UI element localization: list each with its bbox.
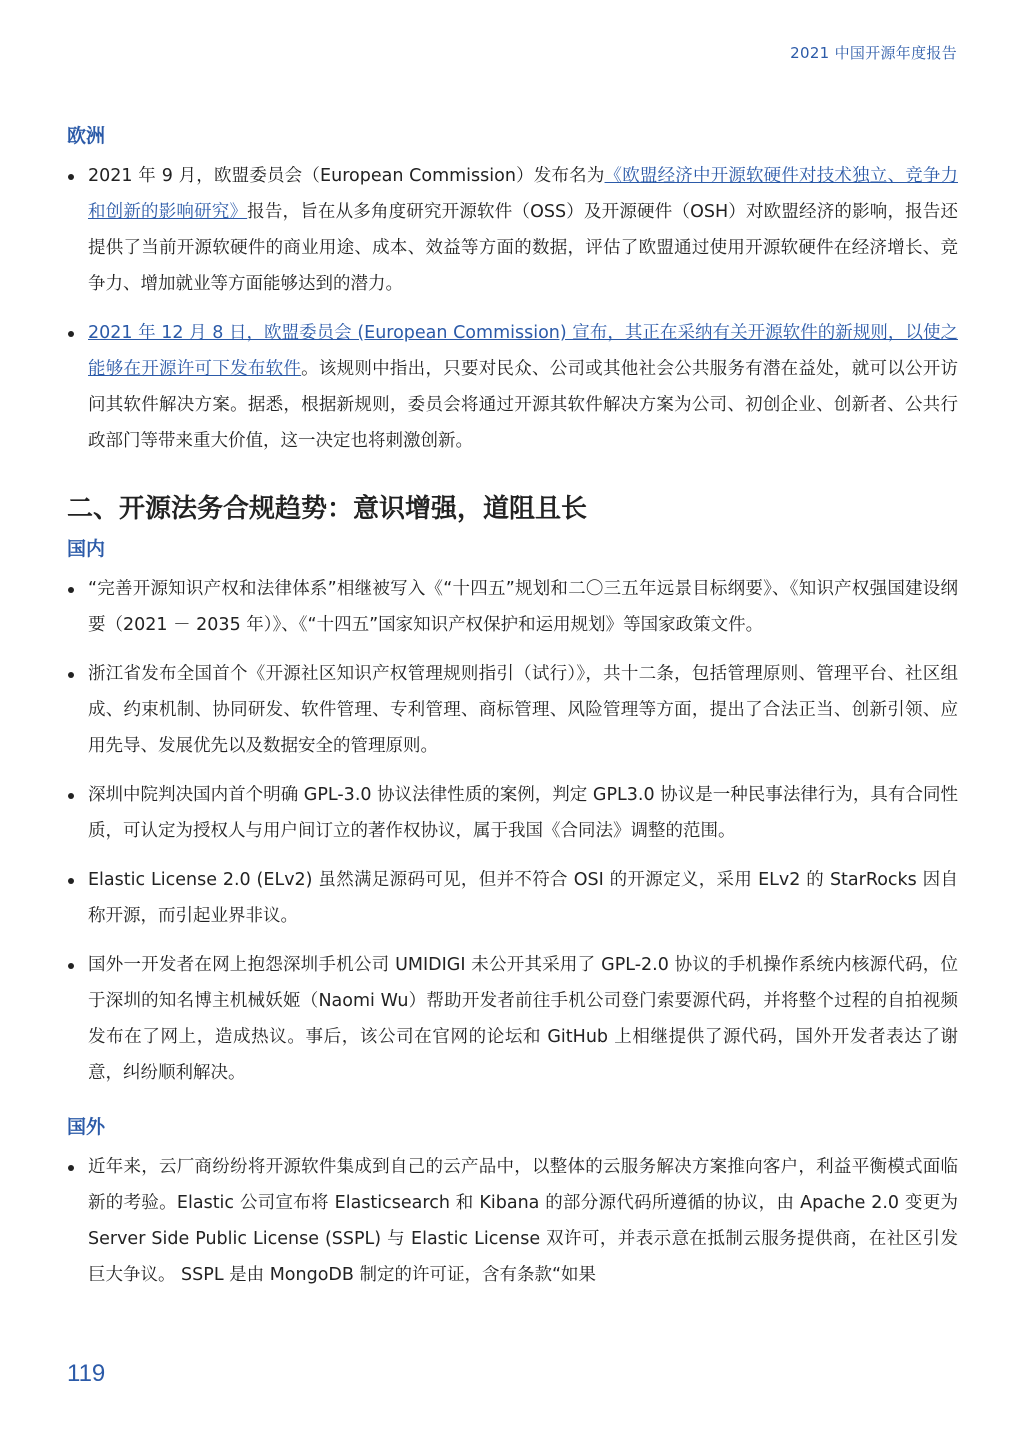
section-heading-domestic: 国内: [67, 538, 106, 560]
item-text: 报告，旨在从多角度研究开源软件（OSS）及开源硬件（OSH）对欧盟经济的影响，报告还提供了当前开源软硬件的商业用途、成本、效益等方面的数据，评估了欧盟通过使用开源软硬件在经济增长、竞争力、增加就业等方面能够达到的潜力。: [88, 202, 958, 294]
page-number: 119: [67, 1360, 106, 1387]
list-item: 国外一开发者在网上抱怨深圳手机公司 UMIDIGI 未公开其采用了 GPL-2.0 协议的手机操作系统内核源代码，位于深圳的知名博主机械妖姬（Naomi Wu）帮助开发者前往手机公司登门索要源代码，并将整个过程的自拍视频发布在了网上，造成热议。事后，该公司在官网的论坛和 GitHub 上相继提供了源代码，国外开发者表达了谢意，纠纷顺利解决。: [67, 947, 958, 1091]
list-item: [67, 158, 958, 302]
list-item: Elastic License 2.0 (ELv2) 虽然满足源码可见，但并不符合 OSI 的开源定义，采用 ELv2 的 StarRocks 因自称开源，而引起业界非议。: [67, 862, 958, 934]
foreign-list: [67, 1149, 958, 1293]
page-content: [67, 122, 958, 1315]
section-heading-europe: 欧洲: [67, 125, 106, 147]
list-item: 浙江省发布全国首个《开源社区知识产权管理规则指引（试行）》，共十二条，包括管理原则、管理平台、社区组成、约束机制、协同研发、软件管理、专利管理、商标管理、风险管理等方面，提出了合法正当、创新引领、应用先导、发展优先以及数据安全的管理原则。: [67, 656, 958, 764]
europe-list: [67, 158, 958, 459]
eu-study-link[interactable]: 《欧盟经济中开源软硬件对技术独立、竞争力和创新的影响研究》: [88, 166, 958, 222]
item-text: 。该规则中指出，只要对民众、公司或其他社会公共服务有潜在益处，就可以公开访问其软件解决方案。据悉，根据新规则，委员会将通过开源其软件解决方案为公司、初创企业、创新者、公共行政部门等带来重大价值，这一决定也将刺激创新。: [88, 359, 958, 451]
list-item: 深圳中院判决国内首个明确 GPL-3.0 协议法律性质的案例，判定 GPL3.0 协议是一种民事法律行为，具有合同性质，可认定为授权人与用户间订立的著作权协议，属于我国《合同法》调整的范围。: [67, 777, 958, 849]
list-item: 近年来，云厂商纷纷将开源软件集成到自己的云产品中，以整体的云服务解决方案推向客户，利益平衡模式面临新的考验。Elastic 公司宣布将 Elasticsearch 和 Kibana 的部分源代码所遵循的协议，由 Apache 2.0 变更为 Server Side Public License (SSPL) 与 Elastic License 双许可，并表示意在抵制云服务提供商，在社区引发巨大争议。 SSPL 是由 MongoDB 制定的许可证，含有条款“如果: [67, 1149, 958, 1293]
section-heading-foreign: 国外: [67, 1116, 106, 1138]
list-item: [67, 315, 958, 459]
section-title-legal-compliance: 二、开源法务合规趋势：意识增强，道阻且长: [67, 494, 588, 524]
eu-rules-link[interactable]: 2021 年 12 月 8 日，欧盟委员会 (European Commission) 宣布，其正在采纳有关开源软件的新规则，以使之能够在开源许可下发布软件: [88, 323, 958, 379]
item-text: 2021 年 9 月，欧盟委员会（European Commission）发布名为: [88, 166, 605, 186]
domestic-list: [67, 571, 958, 1091]
report-title-header: 2021 中国开源年度报告: [790, 44, 957, 62]
list-item: “完善开源知识产权和法律体系”相继被写入《“十四五”规划和二〇三五年远景目标纲要》、《知识产权强国建设纲要（2021 － 2035 年）》、《“十四五”国家知识产权保护和运用规划》等国家政策文件。: [67, 571, 958, 643]
